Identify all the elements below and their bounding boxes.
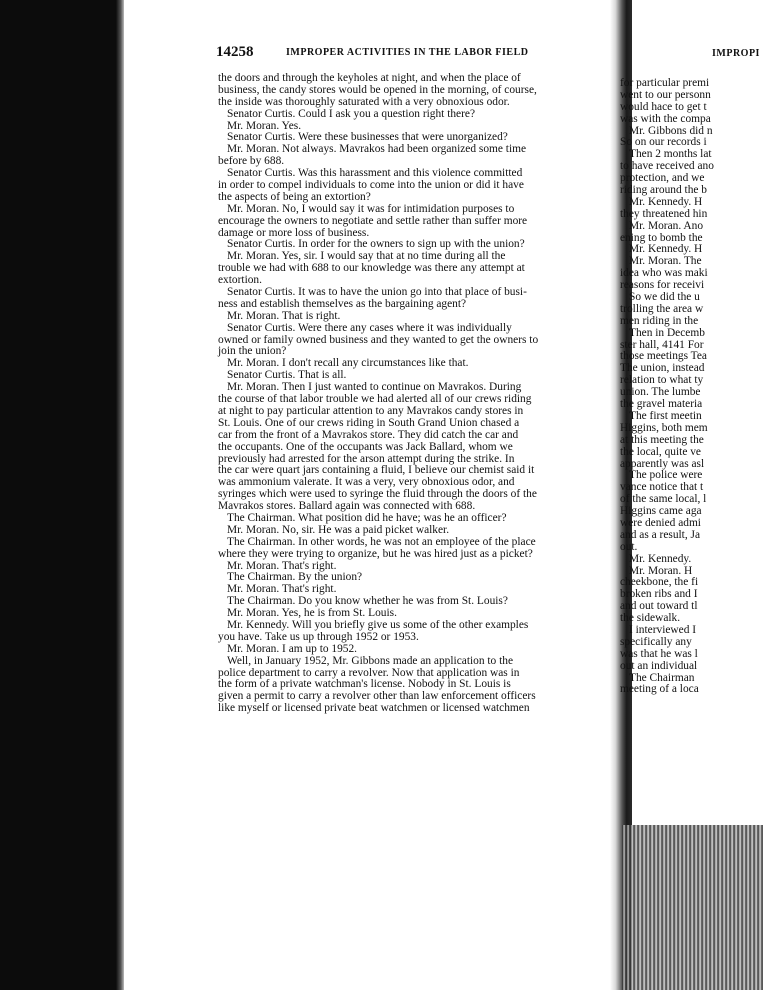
text-line: Senator Curtis. It was to have the union go into that place of busi- (227, 286, 527, 299)
text-line: protection, and we (620, 172, 705, 185)
text-line: out an individual (620, 659, 698, 672)
text-line: were denied admi (620, 516, 701, 529)
text-line: Mr. Kennedy. H (629, 195, 703, 208)
text-line: Mr. Moran. No, I would say it was for intimidation purposes to (227, 202, 515, 215)
text-line: Senator Curtis. Were there any cases where it was individually (227, 321, 512, 334)
text-line: Mr. Gibbons did n (629, 124, 713, 137)
text-line: the doors and through the keyholes at night, and when the place of (218, 72, 521, 84)
text-line: would hace to get t (620, 100, 707, 113)
text-line: encourage the owners to negotiate and settle rather than suffer more (218, 214, 528, 227)
text-line: the inside was thoroughly saturated with a very obnoxious odor. (218, 95, 510, 108)
text-line: car from the front of a Mavrakos store. They did catch the car and (218, 428, 519, 441)
right-text-column (620, 78, 780, 696)
text-line: syringes which were used to syringe the fluid through the doors of the (218, 488, 537, 501)
text-line: Then 2 months lat (629, 148, 712, 161)
text-line: those meetings Tea (620, 350, 707, 363)
text-line: was ammonium valerate. It was a very, very obnoxious odor, and (218, 476, 515, 489)
text-line: Mr. Kennedy. (629, 552, 692, 565)
text-line: Mr. Moran. That's right. (227, 559, 337, 572)
text-line: given a permit to carry a revolver other than law enforcement officers (218, 690, 536, 703)
text-line: where they were trying to organize, but he was hired just as a picket? (218, 547, 533, 560)
text-line: was that he was l (620, 647, 698, 660)
text-line: Mr. Moran. Yes, sir. I would say that at no time during all the (227, 250, 506, 263)
text-line: was with the compa (620, 112, 711, 125)
text-line: owned or family owned business and they wanted to get the owners to (218, 333, 539, 346)
text-line: So we did the u (629, 291, 700, 304)
text-line: police department to carry a revolver. Now that application was in (218, 666, 520, 679)
text-line: cheekbone, the fi (620, 576, 699, 589)
text-line: at this meeting the (620, 433, 704, 446)
text-line: The Chairman. By the union? (227, 571, 363, 584)
text-line: The union, instead (620, 362, 705, 375)
text-line: they threatened hin (620, 207, 708, 220)
text-line: I interviewed I (629, 623, 697, 636)
text-line: apparently was asl (620, 457, 705, 470)
text-line: for particular premi (620, 77, 710, 89)
text-line: extortion. (218, 274, 262, 287)
text-line: damage or more loss of business. (218, 226, 370, 239)
text-line: The Chairman (629, 671, 695, 684)
text-line: Senator Curtis. Could I ask you a question right there? (227, 107, 476, 120)
text-line: Mr. Moran. Yes. (227, 119, 302, 132)
text-line: to have received ano (620, 160, 714, 173)
text-line: Senator Curtis. Were these businesses that were unorganized? (227, 131, 508, 144)
text-line: the form of a private watchman's license. Nobody in St. Louis is (218, 678, 511, 691)
text-line: The Chairman. In other words, he was not an employee of the place (227, 535, 536, 548)
text-line: The Chairman. What position did he have; was he an officer? (227, 511, 507, 524)
text-line: The police were (629, 469, 703, 482)
scanner-bed-edge (0, 0, 122, 990)
text-line: Mr. Kennedy. Will you briefly give us some of the other examples (227, 618, 529, 631)
text-line: men riding in the (620, 314, 699, 327)
text-line: So on our records i (620, 136, 707, 149)
page-number: 14258 (216, 44, 254, 60)
text-line: relation to what ty (620, 374, 704, 387)
text-line: business, the candy stores would be opened in the morning, of course, (218, 83, 537, 96)
text-line: the aspects of being an extortion? (218, 190, 371, 203)
text-line: the gravel materia (620, 398, 703, 411)
text-line: ster hall, 4141 For (620, 338, 704, 351)
text-line: Mr. Moran. I am up to 1952. (227, 642, 358, 655)
text-line: Then in Decemb (629, 326, 705, 339)
text-line: Mr. Moran. No, sir. He was a paid picket walker. (227, 523, 450, 536)
text-line: Mr. Moran. The (629, 255, 702, 268)
text-line: join the union? (218, 345, 287, 358)
running-head: IMPROPER ACTIVITIES IN THE LABOR FIELD (286, 47, 529, 58)
text-line: ness and establish themselves as the bargaining agent? (218, 297, 467, 310)
left-page (124, 0, 612, 990)
text-line: Well, in January 1952, Mr. Gibbons made an application to the (227, 654, 514, 667)
text-line: and out toward tl (620, 600, 698, 613)
text-line: Mr. Moran. I don't recall any circumstances like that. (227, 357, 469, 370)
right-running-head: IMPROPI (712, 48, 760, 59)
book-spine-shadow (622, 825, 763, 990)
text-line: Mr. Moran. That is right. (227, 309, 341, 322)
text-line: broken ribs and I (620, 588, 698, 601)
text-line: went to our personn (620, 88, 711, 101)
text-line: trolling the area w (620, 302, 704, 315)
text-line: meeting of a loca (620, 683, 699, 696)
text-line: union. The lumbe (620, 386, 701, 399)
text-line: at night to pay particular attention to any Mavrakos candy stores in (218, 404, 524, 417)
text-line: Mr. Moran. Not always. Mavrakos had been organized some time (227, 143, 527, 156)
text-line: the occupants. One of the occupants was Jack Ballard, whom we (218, 440, 513, 453)
text-line: Mr. Kennedy. H (629, 243, 703, 256)
text-line: The Chairman. Do you know whether he was from St. Louis? (227, 595, 508, 608)
text-line: Senator Curtis. Was this harassment and this violence committed (227, 167, 523, 180)
text-line: out. (620, 540, 638, 553)
text-line: and as a result, Ja (620, 528, 701, 541)
text-line: the course of that labor trouble we had alerted all of our crews riding (218, 393, 532, 406)
text-line: you have. Take us up through 1952 or 1953. (218, 630, 419, 643)
text-line: previously had arrested for the arson attempt during the strike. In (218, 452, 515, 465)
text-line: reasons for receivi (620, 279, 705, 292)
text-line: specifically any (620, 635, 692, 648)
text-line: idea who was maki (620, 267, 708, 280)
body-text-column (218, 73, 610, 715)
text-line: Mr. Moran. That's right. (227, 583, 337, 596)
text-line: of the same local, l (620, 493, 707, 506)
text-line: Mavrakos stores. Ballard again was connected with 688. (218, 500, 476, 513)
text-line: Mr. Moran. Ano (629, 219, 704, 232)
text-line: Senator Curtis. In order for the owners to sign up with the union? (227, 238, 525, 251)
text-line: trouble we had with 688 to our knowledge was there any attempt at (218, 262, 525, 275)
text-line: Mr. Moran. Yes, he is from St. Louis. (227, 607, 397, 620)
text-line: Mr. Moran. Then I just wanted to continue on Mavrakos. During (227, 381, 522, 394)
text-line: Mr. Moran. H (629, 564, 693, 577)
text-line: Higgins, both mem (620, 421, 708, 434)
text-line: St. Louis. One of our crews riding in South Grand Union chased a (218, 416, 520, 429)
text-line: Higgins came aga (620, 505, 702, 518)
text-line: in order to compel individuals to come into the union or did it have (218, 179, 524, 192)
text-line: before by 688. (218, 155, 285, 168)
text-line: the local, quite ve (620, 445, 701, 458)
text-line: the car were quart jars containing a fluid, I believe our chemist said it (218, 464, 535, 477)
text-line: vance notice that t (620, 481, 704, 494)
text-line: like myself or licensed private beat watchmen or licensed watchmen (218, 702, 530, 715)
text-line: The first meetin (629, 409, 702, 422)
text-line: Senator Curtis. That is all. (227, 369, 347, 382)
text-line: ening to bomb the (620, 231, 703, 244)
text-line: riding around the b (620, 184, 707, 197)
text-line: the sidewalk. (620, 612, 681, 625)
